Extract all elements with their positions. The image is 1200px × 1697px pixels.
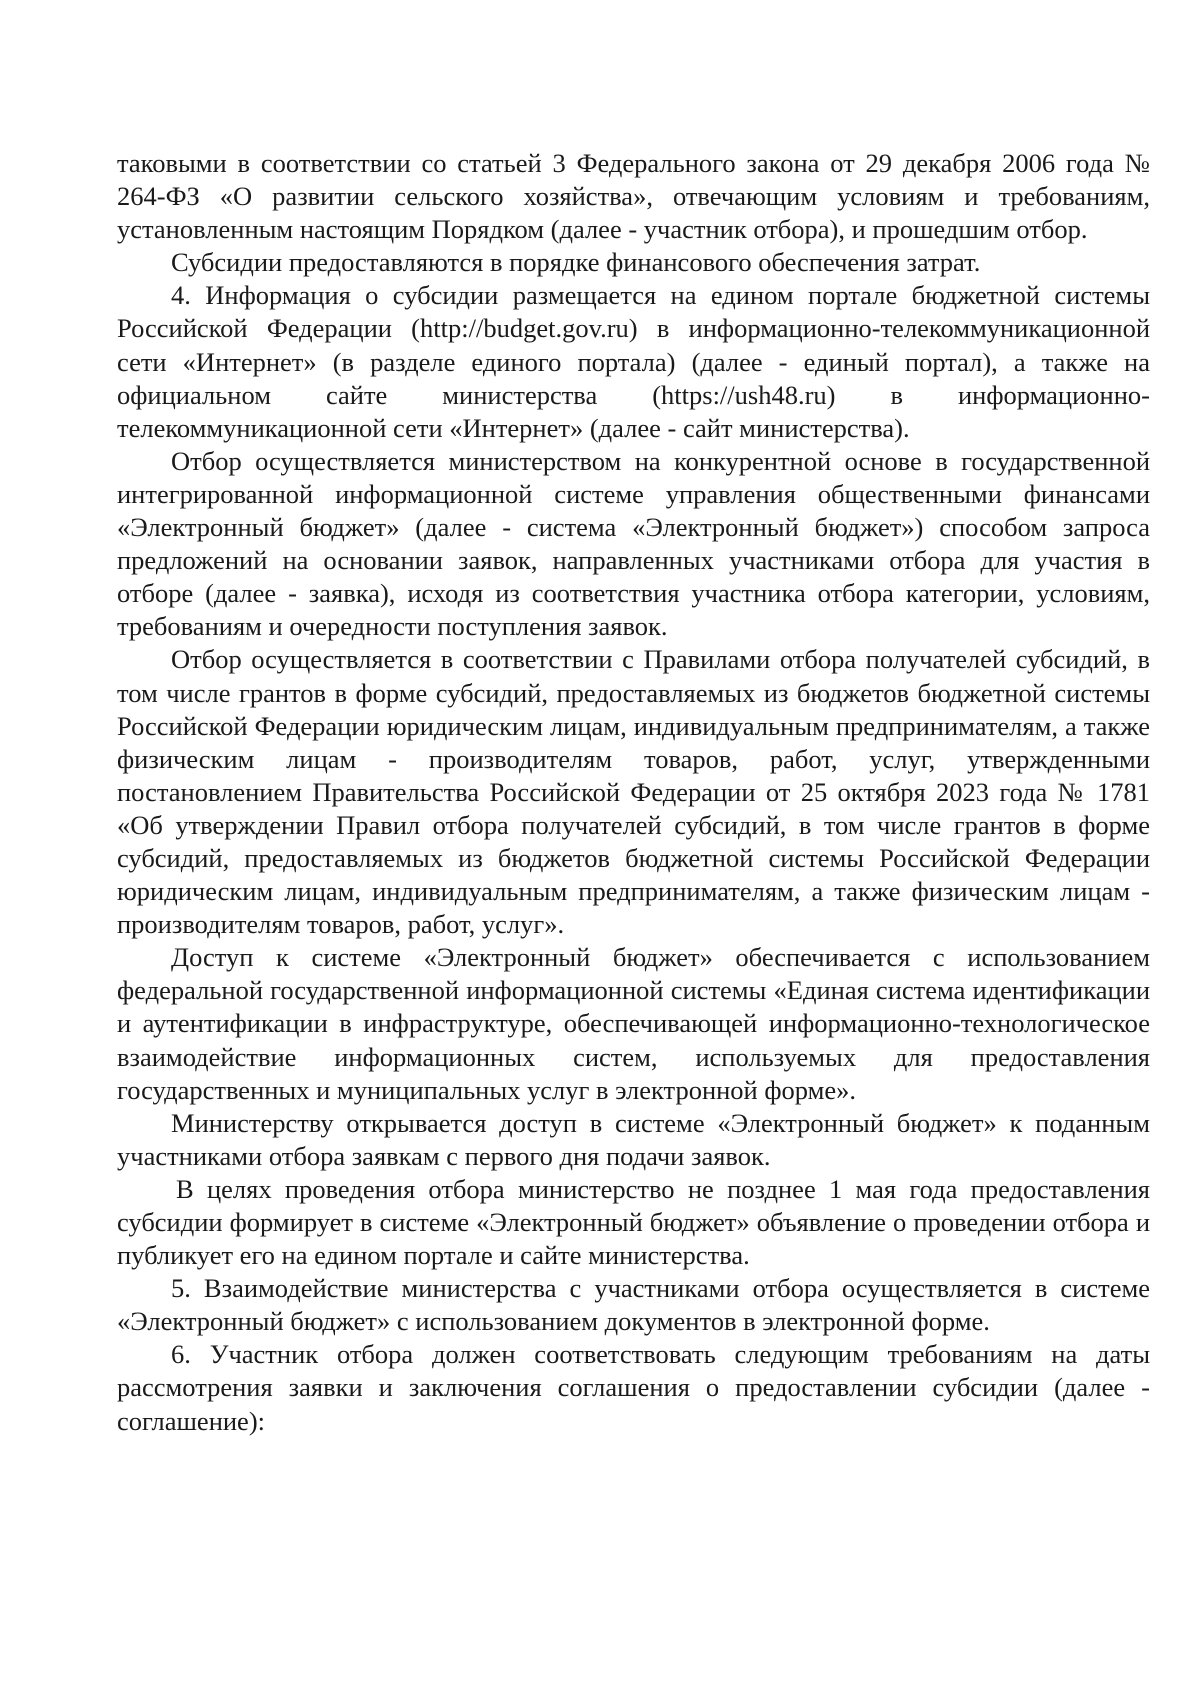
paragraph-financing: Субсидии предоставляются в порядке финансового обеспечения затрат. [171,247,981,278]
paragraph-item-4: 4. Информация о субсидии размещается на едином портале бюджетной системы Российской Федерации (http://budget.gov.ru) в информационно-телекоммуникационной сети «Интернет» (в разделе единого портала) (далее - единый портал), а также на официальном сайте министерства (https://ush48.ru) в информационно-телекоммуникационной сети «Интернет» (далее - сайт министерства). [117,280,1150,443]
paragraph-selection-competitive: Отбор осуществляется министерством на конкурентной основе в государственной интегрированной информационной системе управления общественными финансами «Электронный бюджет» (далее - система «Электронный бюджет») способом запроса предложений на основании заявок, направленных участниками отбора для участия в отборе (далее - заявка), исходя из соответствия участника отбора категории, условиям, требованиям и очередности поступления заявок. [117,445,1150,642]
paragraph-item-5: 5. Взаимодействие министерства с участниками отбора осуществляется в системе «Электронный бюджет» с использованием документов в электронной форме. [117,1273,1150,1337]
paragraph-selection-rules: Отбор осуществляется в соответствии с Правилами отбора получателей субсидий, в том числе грантов в форме субсидий, предоставляемых из бюджетов бюджетной системы Российской Федерации юридическим лицам, индивидуальным предпринимателям, а также физическим лицам - производителям товаров, работ, услуг, утвержденными постановлением Правительства Российской Федерации от 25 октября 2023 года № 1781 «Об утверждении Правил отбора получателей субсидий, в том числе грантов в форме субсидий, предоставляемых из бюджетов бюджетной системы Российской Федерации юридическим лицам, индивидуальным предпринимателям, а также физическим лицам - производителям товаров, работ, услуг». [117,644,1150,940]
paragraph-announcement: В целях проведения отбора министерство не позднее 1 мая года предоставления субсидии формирует в системе «Электронный бюджет» объявление о проведении отбора и публикует его на едином портале и сайте министерства. [117,1173,1150,1271]
paragraph-item-6: 6. Участник отбора должен соответствовать следующим требованиям на даты рассмотрения заявки и заключения соглашения о предоставлении субсидии (далее - соглашение): [117,1339,1150,1436]
paragraph-ministry-access: Министерству открывается доступ в системе «Электронный бюджет» к поданным участниками отбора заявкам с первого дня подачи заявок. [117,1107,1150,1171]
document-body [117,147,1150,1438]
paragraph-continuation: таковыми в соответствии со статьей 3 Федерального закона от 29 декабря 2006 года № 264-ФЗ «О развитии сельского хозяйства», отвечающим условиям и требованиям, установленным настоящим Порядком (далее - участник отбора), и прошедшим отбор. [117,148,1150,245]
paragraph-system-access: Доступ к системе «Электронный бюджет» обеспечивается с использованием федеральной государственной информационной системы «Единая система идентификации и аутентификации в инфраструктуре, обеспечивающей информационно-технологическое взаимодействие информационных систем, используемых для предоставления государственных и муниципальных услуг в электронной форме». [117,942,1150,1105]
